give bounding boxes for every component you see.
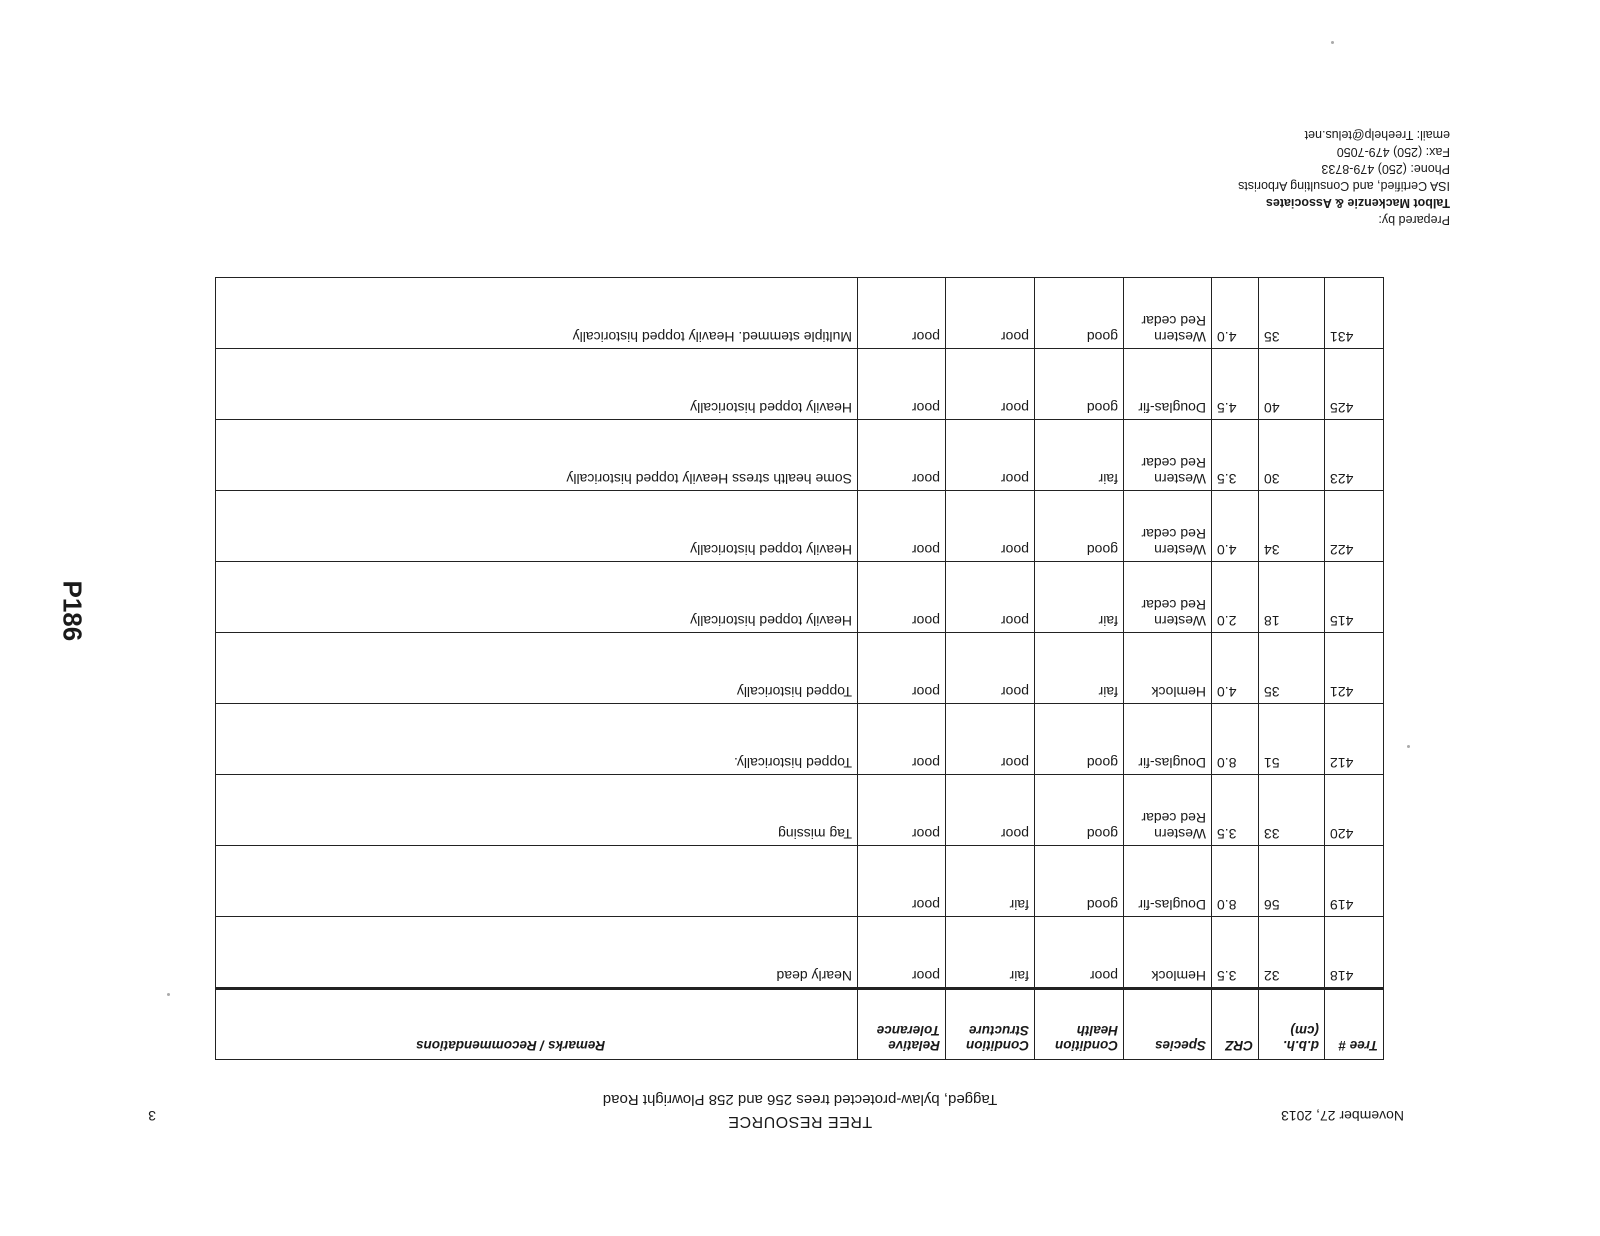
cell-crz: 4.0	[1212, 491, 1259, 562]
report-title: TREE RESOURCE	[727, 1113, 873, 1130]
cell-dbh: 40	[1259, 349, 1325, 420]
header-species: Species	[1124, 989, 1212, 1060]
table-row	[216, 917, 1384, 989]
cell-remarks: Heavily topped historically	[216, 562, 858, 633]
cell-tolerance: poor	[858, 491, 946, 562]
cell-dbh: 51	[1259, 704, 1325, 775]
cell-tolerance: poor	[858, 775, 946, 846]
cell-dbh: 32	[1259, 917, 1325, 989]
cell-species: Douglas-fir	[1124, 704, 1212, 775]
cell-tolerance: poor	[858, 420, 946, 491]
cell-tree: 422	[1325, 491, 1384, 562]
page-stamp: P186	[57, 580, 88, 642]
cell-crz: 8.0	[1212, 704, 1259, 775]
cell-health: fair	[1035, 633, 1124, 704]
cell-health: good	[1035, 775, 1124, 846]
page-number: 3	[148, 1108, 156, 1124]
cell-species: Western Red cedar	[1124, 775, 1212, 846]
table-row	[216, 278, 1384, 349]
cell-structure: poor	[946, 349, 1035, 420]
company-name: Talbot Mackenzie & Associates	[1265, 196, 1450, 210]
cell-health: good	[1035, 704, 1124, 775]
cell-health: good	[1035, 349, 1124, 420]
cell-structure: poor	[946, 491, 1035, 562]
cell-species: Douglas-fir	[1124, 846, 1212, 917]
cell-tree: 425	[1325, 349, 1384, 420]
cell-health: good	[1035, 846, 1124, 917]
cell-species: Western Red cedar	[1124, 278, 1212, 349]
cell-remarks: Heavily topped historically	[216, 491, 858, 562]
scan-speck	[1331, 41, 1334, 44]
cell-structure: fair	[946, 846, 1035, 917]
cell-remarks	[216, 846, 858, 917]
header-dbh: d.b.h. (cm)	[1259, 989, 1325, 1060]
header-health: Condition Health	[1035, 989, 1124, 1060]
cell-species: Western Red cedar	[1124, 420, 1212, 491]
header-remarks: Remarks / Recommendations	[216, 989, 858, 1060]
cell-structure: poor	[946, 704, 1035, 775]
phone: Phone: (250) 479-8733	[1321, 162, 1450, 176]
cell-crz: 8.0	[1212, 846, 1259, 917]
cell-tree: 418	[1325, 917, 1384, 989]
cell-tree: 421	[1325, 633, 1384, 704]
cell-structure: poor	[946, 278, 1035, 349]
cell-tolerance: poor	[858, 349, 946, 420]
cell-remarks: Heavily topped historically	[216, 349, 858, 420]
cell-health: fair	[1035, 420, 1124, 491]
scan-speck	[1407, 745, 1410, 748]
cell-structure: poor	[946, 633, 1035, 704]
cell-crz: 4.0	[1212, 633, 1259, 704]
cell-crz: 3.5	[1212, 775, 1259, 846]
table-header-row	[216, 989, 1384, 1060]
cell-remarks: Tag missing	[216, 775, 858, 846]
cell-tree: 423	[1325, 420, 1384, 491]
cell-dbh: 35	[1259, 633, 1325, 704]
table-row	[216, 846, 1384, 917]
cell-structure: poor	[946, 420, 1035, 491]
cell-health: poor	[1035, 917, 1124, 989]
cell-dbh: 56	[1259, 846, 1325, 917]
table-row	[216, 349, 1384, 420]
cell-dbh: 33	[1259, 775, 1325, 846]
cell-remarks: Nearly dead	[216, 917, 858, 989]
cell-species: Hemlock	[1124, 917, 1212, 989]
cell-tolerance: poor	[858, 562, 946, 633]
cell-species: Douglas-fir	[1124, 349, 1212, 420]
table-row	[216, 704, 1384, 775]
cell-dbh: 34	[1259, 491, 1325, 562]
cell-crz: 4.5	[1212, 349, 1259, 420]
table-row	[216, 775, 1384, 846]
cell-tree: 419	[1325, 846, 1384, 917]
cell-tolerance: poor	[858, 917, 946, 989]
cell-tolerance: poor	[858, 633, 946, 704]
email: email: Treehelp@telus.net	[1304, 128, 1450, 142]
cell-remarks: Topped historically.	[216, 704, 858, 775]
cell-tree: 420	[1325, 775, 1384, 846]
header-structure: Condition Structure	[946, 989, 1035, 1060]
cell-species: Western Red cedar	[1124, 491, 1212, 562]
cell-dbh: 35	[1259, 278, 1325, 349]
cell-structure: fair	[946, 917, 1035, 989]
cell-health: fair	[1035, 562, 1124, 633]
table-row	[216, 633, 1384, 704]
cell-remarks: Topped historically	[216, 633, 858, 704]
prepared-by-label: Prepared by:	[1378, 213, 1450, 227]
cell-health: good	[1035, 491, 1124, 562]
table-row	[216, 491, 1384, 562]
table-row	[216, 420, 1384, 491]
header-tolerance: Relative Tolerance	[858, 989, 946, 1060]
cell-tolerance: poor	[858, 846, 946, 917]
cell-health: good	[1035, 278, 1124, 349]
cell-species: Western Red cedar	[1124, 562, 1212, 633]
cell-crz: 2.0	[1212, 562, 1259, 633]
header-crz: CRZ	[1212, 989, 1259, 1060]
cell-remarks: Multiple stemmed. Heavily topped historically	[216, 278, 858, 349]
cell-crz: 3.5	[1212, 917, 1259, 989]
cell-dbh: 30	[1259, 420, 1325, 491]
cell-structure: poor	[946, 562, 1035, 633]
cell-tree: 412	[1325, 704, 1384, 775]
cell-dbh: 18	[1259, 562, 1325, 633]
header-tree: Tree #	[1325, 989, 1384, 1060]
cell-tree: 431	[1325, 278, 1384, 349]
tree-table	[215, 277, 1384, 1060]
cell-species: Hemlock	[1124, 633, 1212, 704]
cell-remarks: Some health stress Heavily topped historically	[216, 420, 858, 491]
cell-tolerance: poor	[858, 278, 946, 349]
cell-structure: poor	[946, 775, 1035, 846]
fax: Fax: (250) 479-7050	[1336, 145, 1450, 159]
cell-tolerance: poor	[858, 704, 946, 775]
report-date: November 27, 2013	[1281, 1108, 1404, 1124]
table-row	[216, 562, 1384, 633]
cell-crz: 3.5	[1212, 420, 1259, 491]
cell-crz: 4.0	[1212, 278, 1259, 349]
scan-speck	[167, 993, 170, 996]
report-subtitle: Tagged, bylaw-protected trees 256 and 258 Plowright Road	[602, 1091, 998, 1108]
cell-tree: 415	[1325, 562, 1384, 633]
prepared-by-block	[1238, 126, 1450, 228]
credentials: ISA Certified, and Consulting Arborists	[1238, 179, 1450, 193]
